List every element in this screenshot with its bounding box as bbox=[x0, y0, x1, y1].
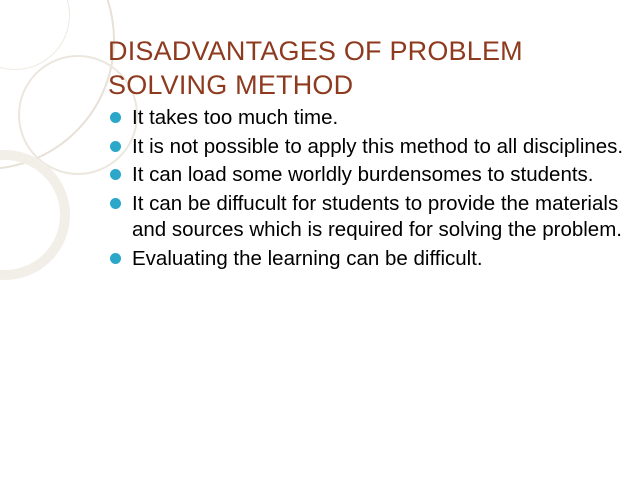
slide-title bbox=[108, 34, 628, 102]
circle-bullet-icon bbox=[110, 141, 121, 152]
bullet-list bbox=[110, 105, 625, 274]
bullet-item bbox=[110, 134, 625, 161]
bullet-text: It is not possible to apply this method to all disciplines. bbox=[132, 134, 624, 158]
bullet-item bbox=[110, 162, 625, 189]
bullet-text: It can load some worldly burdensomes to students. bbox=[132, 163, 594, 186]
bullet-item bbox=[110, 246, 625, 273]
bullet-text: Evaluating the learning can be difficult. bbox=[132, 246, 483, 270]
slide-title-line: DISADVANTAGES OF PROBLEM bbox=[108, 36, 523, 66]
bullet-item bbox=[110, 191, 625, 244]
bullet-text: It can be diffucult for students to provide the materials and sources which is required for solving the problem. bbox=[132, 191, 622, 241]
bullet-item bbox=[110, 105, 625, 132]
circle-bullet-icon bbox=[110, 198, 121, 209]
circle-bullet-icon bbox=[110, 253, 121, 264]
circle-bullet-icon bbox=[110, 169, 121, 180]
slide-title-line: SOLVING METHOD bbox=[108, 70, 354, 100]
bullet-text: It takes too much time. bbox=[132, 106, 339, 129]
circle-bullet-icon bbox=[110, 112, 121, 123]
